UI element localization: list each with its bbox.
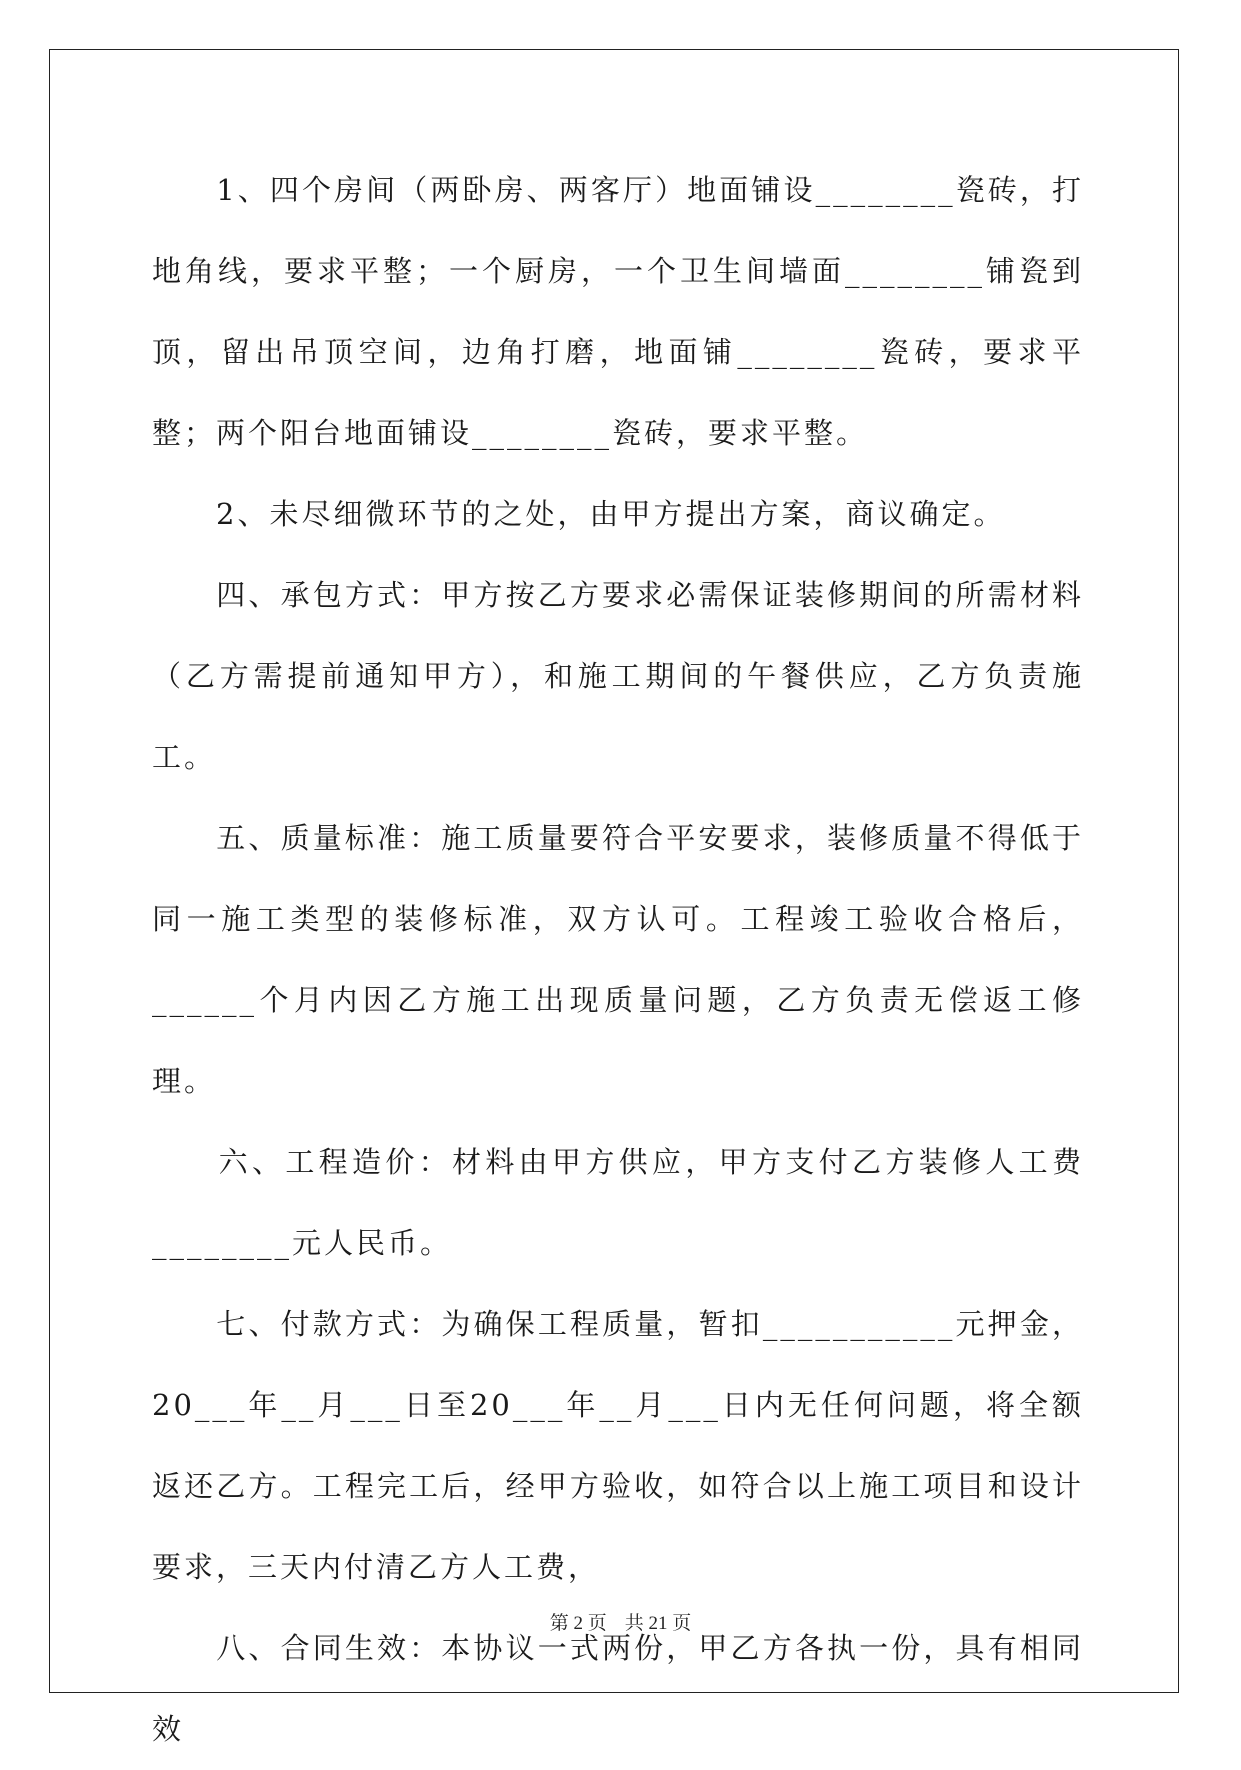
document-body bbox=[152, 150, 1084, 1770]
page-number: 第 2 页 bbox=[549, 1613, 607, 1634]
paragraph-quality-standard: 五、质量标准：施工质量要符合平安要求，装修质量不得低于同一施工类型的装修标准，双方认可。工程竣工验收合格后，______个月内因乙方施工出现质量问题，乙方负责无偿返工修理。 bbox=[152, 821, 1084, 1098]
paragraph-payment-method: 七、付款方式：为确保工程质量，暂扣___________元押金，20___年__月___日至20___年__月___日内无任何问题，将全额返还乙方。工程完工后，经甲方验收，如符合以上施工项目和设计要求，三天内付清乙方人工费， bbox=[152, 1307, 1084, 1584]
paragraph-contract-method: 四、承包方式：甲方按乙方要求必需保证装修期间的所需材料（乙方需提前通知甲方），和施工期间的午餐供应，乙方负责施工。 bbox=[152, 578, 1084, 774]
paragraph-contract-effect: 八、合同生效：本协议一式两份，甲乙方各执一份，具有相同效 bbox=[152, 1631, 1084, 1746]
paragraph-project-cost: 六、工程造价：材料由甲方供应，甲方支付乙方装修人工费________元人民币。 bbox=[152, 1145, 1084, 1260]
paragraph-details: 2、未尽细微环节的之处，由甲方提出方案，商议确定。 bbox=[152, 497, 1006, 531]
page-total: 共 21 页 bbox=[624, 1613, 692, 1634]
page-footer bbox=[0, 1608, 1241, 1635]
paragraph-flooring: 1、四个房间（两卧房、两客厅）地面铺设________瓷砖，打地角线，要求平整；一个厨房，一个卫生间墙面________铺瓷到顶，留出吊顶空间，边角打磨，地面铺________瓷砖，要求平整；两个阳台地面铺设________瓷砖，要求平整。 bbox=[152, 173, 1084, 450]
